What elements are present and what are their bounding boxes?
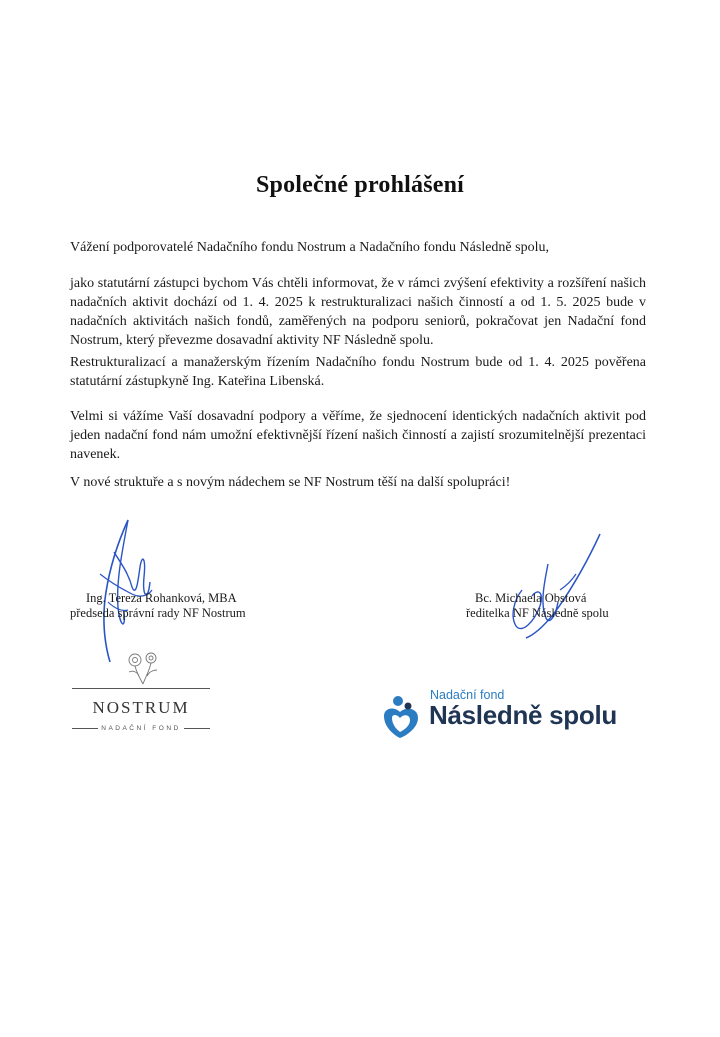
signature-right: [500, 530, 610, 642]
signatory-left-role: předseda správní rady NF Nostrum: [70, 606, 246, 620]
nasledne-spolu-wordmark: Následně spolu: [429, 700, 617, 730]
nostrum-wordmark: NOSTRUM: [92, 698, 190, 717]
nasledne-spolu-logo: [380, 688, 660, 742]
signatory-right-name: Bc. Michaela Obstová: [475, 591, 587, 605]
nostrum-divider: [72, 688, 210, 689]
nasledne-spolu-small-text: Nadační fond: [430, 688, 505, 702]
paragraph-3: Velmi si vážíme Vaší dosavadní podpory a věříme, že sjednocení identických nadačních aktivit pod jeden nadační fond nám umožní efektivnější řízení našich činností a zajistí srozumitelnější prezentaci navenek.: [70, 409, 646, 462]
heart-people-icon: [380, 694, 426, 740]
flower-icon: [121, 648, 165, 686]
paragraph-1: jako statutární zástupci bychom Vás chtěli informovat, že v rámci zvýšení efektivity a rozšíření našich nadačních aktivit dochází od 1. 4. 2025 k restrukturalizaci našich činností a od 1. 5. 2025 bude v nadačních aktivitách našich fondů, zaměřených na podporu seniorů, pokračovat jen Nadační fond Nostrum, který převezme dosavadní aktivity NF Následně spolu.: [70, 276, 646, 348]
signatory-right-role: ředitelka NF Následně spolu: [466, 606, 609, 620]
nostrum-subtitle: NADAČNÍ FOND: [101, 725, 181, 732]
paragraph-4: V nové struktuře a s novým nádechem se NF Nostrum těší na další spolupráci!: [70, 475, 511, 490]
document-title: Společné prohlášení: [255, 172, 465, 198]
signatory-left-name: Ing. Tereza Rohanková, MBA: [86, 591, 237, 605]
nostrum-logo: [66, 646, 216, 741]
paragraph-2: Restrukturalizací a manažerským řízením Nadačního fondu Nostrum bude od 1. 4. 2025 pověřena statutární zástupkyně Ing. Kateřina Libenská.: [70, 355, 646, 389]
greeting: Vážení podporovatelé Nadačního fondu Nostrum a Nadačního fondu Následně spolu,: [70, 240, 549, 255]
